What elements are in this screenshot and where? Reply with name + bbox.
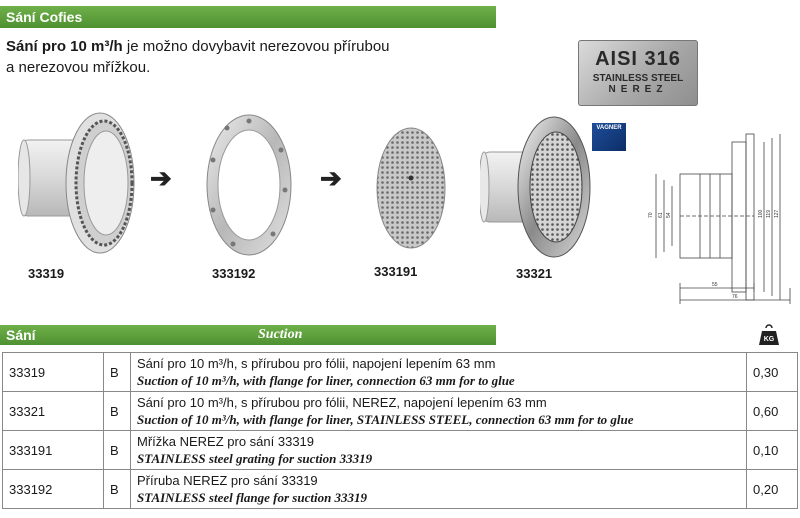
row-category: B bbox=[104, 392, 131, 431]
row-description bbox=[131, 353, 747, 392]
intro-rest: je možno dovybavit nerezovou přírubou bbox=[122, 38, 390, 55]
row-category: B bbox=[104, 353, 131, 392]
technical-drawing bbox=[640, 128, 800, 310]
product-code-4: 33321 bbox=[516, 266, 553, 281]
row-code: 333191 bbox=[3, 431, 104, 470]
row-weight: 0,10 bbox=[747, 431, 798, 470]
product-code-1: 33319 bbox=[28, 266, 65, 281]
suction-body-image bbox=[18, 108, 136, 258]
desc-english: STAINLESS steel flange for suction 33319 bbox=[137, 490, 368, 505]
header-czech: Sání bbox=[6, 327, 36, 343]
flange-ring-image bbox=[203, 110, 295, 260]
row-code: 33321 bbox=[3, 392, 104, 431]
dim-54: 54 bbox=[666, 212, 672, 218]
svg-text:KG: KG bbox=[763, 336, 775, 343]
grating-image bbox=[375, 125, 447, 251]
dim-119: 119 bbox=[766, 210, 772, 218]
desc-czech: Sání pro 10 m³/h, s přírubou pro fólii, NEREZ, napojení lepením 63 mm bbox=[137, 395, 547, 410]
badge-line2: STAINLESS STEEL bbox=[592, 73, 684, 84]
row-weight: 0,20 bbox=[747, 470, 798, 509]
table-row bbox=[3, 353, 798, 392]
badge-line1: AISI 316 bbox=[595, 48, 681, 70]
intro-bold: Sání pro 10 m³/h bbox=[6, 38, 123, 55]
dim-76: 76 bbox=[732, 294, 738, 300]
row-code: 33319 bbox=[3, 353, 104, 392]
desc-czech: Příruba NEREZ pro sání 33319 bbox=[137, 473, 318, 488]
desc-english: Suction of 10 m³/h, with flange for liner, connection 63 mm for to glue bbox=[137, 373, 515, 388]
desc-czech: Sání pro 10 m³/h, s přírubou pro fólii, napojení lepením 63 mm bbox=[137, 356, 496, 371]
dim-127: 127 bbox=[774, 209, 780, 218]
arrow-right-icon: ➔ bbox=[150, 163, 172, 193]
dim-100: 100 bbox=[758, 209, 764, 218]
table-row bbox=[3, 392, 798, 431]
arrow-right-icon: ➔ bbox=[320, 163, 342, 193]
header-english: Suction bbox=[258, 327, 303, 342]
intro-text bbox=[6, 36, 476, 78]
product-code-3: 333191 bbox=[374, 264, 418, 279]
row-category: B bbox=[104, 431, 131, 470]
row-code: 333192 bbox=[3, 470, 104, 509]
vagner-logo: VAGNER bbox=[592, 123, 626, 151]
badge-line3: NEREZ bbox=[608, 84, 668, 95]
row-description bbox=[131, 431, 747, 470]
intro-line2: a nerezovou mřížkou. bbox=[6, 59, 151, 76]
row-description bbox=[131, 470, 747, 509]
product-table bbox=[2, 352, 798, 509]
dim-61: 61 bbox=[658, 212, 664, 218]
table-row bbox=[3, 431, 798, 470]
row-category: B bbox=[104, 470, 131, 509]
section-title: Sání Cofies bbox=[0, 6, 496, 28]
stainless-suction-image bbox=[480, 112, 592, 262]
dim-70: 70 bbox=[648, 212, 654, 218]
row-weight: 0,60 bbox=[747, 392, 798, 431]
aisi-badge bbox=[578, 40, 698, 106]
weight-kg-icon bbox=[758, 324, 780, 346]
desc-english: STAINLESS steel grating for suction 33319 bbox=[137, 451, 373, 466]
product-code-2: 333192 bbox=[212, 266, 256, 281]
table-header bbox=[0, 325, 496, 345]
table-row bbox=[3, 470, 798, 509]
desc-czech: Mřížka NEREZ pro sání 33319 bbox=[137, 434, 315, 449]
dim-55: 55 bbox=[712, 282, 718, 288]
desc-english: Suction of 10 m³/h, with flange for liner, STAINLESS STEEL, connection 63 mm for to glue bbox=[137, 412, 634, 427]
row-weight: 0,30 bbox=[747, 353, 798, 392]
row-description bbox=[131, 392, 747, 431]
